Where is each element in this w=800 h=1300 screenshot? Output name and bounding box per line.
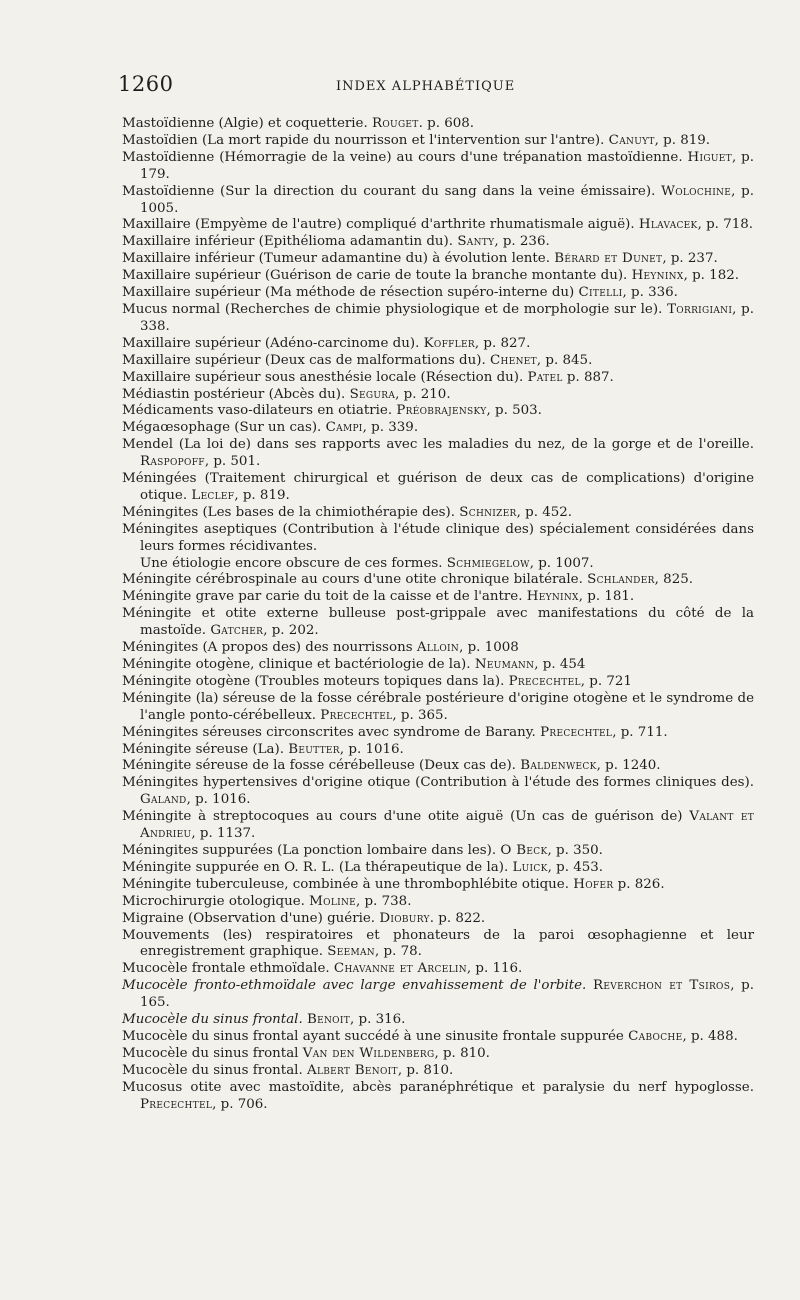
entry-page-ref: , p. 718. — [697, 217, 754, 233]
entry-author: Chavanne et Arcelin — [333, 961, 467, 977]
entry-author: Neumann — [474, 657, 535, 672]
entry-title: Méningites hypertensives d'origine otique (Contribution à l'étude des formes cliniques des). — [122, 775, 754, 791]
entry-page-ref: , p. 711. — [612, 724, 668, 740]
entry-title: Mucosus otite avec mastoïdite, abcès paranéphrétique et paralysie du nerf hypoglosse. — [122, 1079, 754, 1095]
entry-title: Maxillaire supérieur (Guérison de carie de toute la branche montante du). — [122, 268, 628, 284]
index-entry — [122, 877, 754, 894]
entry-author: Luick — [512, 859, 548, 875]
entry-author: Heyninx — [526, 589, 579, 605]
index-entry — [122, 742, 754, 759]
entry-author: Precechtel — [540, 724, 613, 740]
entry-title: Mouvements (les) respiratoires et phonateurs de la paroi œsophagienne et leur enregistrement graphique. — [122, 927, 754, 960]
entry-page-ref: , p. 819. — [654, 132, 711, 148]
entry-author: Precechtel — [508, 673, 581, 689]
entry-page-ref: , p. 1008 — [459, 640, 519, 656]
entry-page-ref: , p. 181. — [578, 589, 635, 605]
entry-title: Méningite tuberculeuse, combinée à une thrombophlébite otique. — [122, 876, 569, 892]
entry-author: Benoit — [306, 1012, 351, 1028]
entry-title: Méningées (Traitement chirurgical et guérison de deux cas de complications) d'origine otique. — [122, 471, 754, 503]
entry-title: Méningite séreuse de la fosse cérébelleuse (Deux cas de). — [122, 758, 516, 774]
entry-page-ref: , p. 210. — [395, 386, 451, 402]
entry-title: Mucocèle frontale ethmoïdale. — [122, 961, 330, 977]
entry-page-ref: , p. 1016. — [339, 741, 404, 757]
entry-page-ref: p. 826. — [613, 876, 665, 892]
entry-author: Gatcher — [210, 623, 264, 639]
entry-author: Schmiegelow — [446, 555, 530, 571]
entry-page-ref: , p. 488. — [682, 1028, 738, 1044]
entry-page-ref: , p. 738. — [356, 893, 412, 909]
index-entry — [122, 353, 754, 370]
index-entry — [122, 556, 754, 573]
index-entry — [122, 268, 754, 285]
index-entry — [122, 116, 754, 133]
index-entry — [122, 234, 754, 251]
index-entry — [122, 302, 754, 336]
index-entry — [122, 217, 754, 234]
entry-title: Maxillaire (Empyème de l'autre) compliqué d'arthrite rhumatismale aiguë). — [122, 217, 635, 233]
entry-author: Schlander — [587, 572, 655, 588]
entry-author: Préobrajensky — [396, 403, 487, 419]
entry-page-ref: , p. 338. — [140, 301, 754, 334]
entry-title: Mastoïdienne (Sur la direction du courant du sang dans la veine émissaire). — [122, 183, 656, 199]
entry-author: Precechtel — [320, 707, 393, 723]
entry-author: Canuyt — [608, 132, 655, 148]
index-entry — [122, 928, 754, 962]
entry-title: Mastoïdien (La mort rapide du nourrisson et l'intervention sur l'antre). — [122, 132, 605, 148]
entry-title: Méningites suppurées (La ponction lombaire dans les). — [122, 842, 497, 858]
entry-author: Leclef — [191, 487, 235, 503]
entry-author: Santy — [457, 234, 495, 250]
entry-page-ref: , p. 503. — [486, 403, 542, 419]
index-entry — [122, 251, 754, 268]
entry-author: Heyninx — [631, 268, 684, 284]
entry-page-ref: , p. 350. — [547, 842, 603, 858]
index-entry — [122, 387, 754, 404]
entry-title: Mendel (La loi de) dans ses rapports avec les maladies du nez, de la gorge et de l'oreille. — [122, 437, 754, 453]
entry-author: Schnizer — [459, 504, 517, 520]
index-entry — [122, 184, 754, 218]
index-entry — [122, 285, 754, 302]
entry-title: Mucocèle du sinus frontal — [122, 1045, 299, 1061]
entry-title: Méningites séreuses circonscrites avec syndrome de Barany. — [122, 724, 536, 740]
index-entry — [122, 843, 754, 860]
index-entry — [122, 691, 754, 725]
entry-title: Maxillaire supérieur (Adéno-carcinome du). — [122, 335, 420, 351]
entry-title: Méningites (Les bases de la chimiothérapie des). — [122, 504, 456, 520]
entry-author: Koffler — [423, 335, 475, 351]
entry-page-ref: , p. 810. — [397, 1062, 454, 1078]
entry-title: Méningite séreuse (La). — [122, 741, 284, 757]
entry-author: Van den Wildenberg — [302, 1045, 435, 1061]
entry-author: Beutter — [288, 741, 340, 757]
entry-title: Médiastin postérieur (Abcès du). — [122, 386, 346, 402]
index-entry — [122, 1029, 754, 1046]
entry-author: Torrigiani — [667, 301, 733, 317]
entry-page-ref: , p. 336. — [622, 285, 678, 301]
entry-author: Patel — [527, 369, 563, 385]
entry-author: Segura — [349, 386, 396, 402]
entry-title: Mastoïdienne (Algie) et coquetterie. — [122, 116, 368, 131]
index-entry — [122, 775, 754, 809]
entry-page-ref: , p. 78. — [374, 944, 422, 960]
entry-author: O Beck — [500, 842, 548, 858]
index-entry — [122, 657, 754, 674]
entry-title: Médicaments vaso-dilateurs en otiatrie. — [122, 403, 393, 419]
entry-page-ref: , p. 845. — [536, 352, 593, 368]
entry-title: Mastoïdienne (Hémorragie de la veine) au cours d'une trépanation mastoïdienne. — [122, 149, 683, 165]
entry-title: Maxillaire supérieur (Deux cas de malformations du). — [122, 352, 486, 368]
entry-page-ref: , p. 452. — [516, 504, 573, 520]
entry-author: Wolochine — [661, 183, 732, 199]
entry-author: Baldenweck — [520, 758, 597, 774]
index-entry — [122, 961, 754, 978]
entry-page-ref: , p. 1137. — [191, 826, 256, 842]
entry-author: Albert Benoit — [306, 1062, 398, 1078]
entry-page-ref: , p. 1240. — [596, 758, 661, 774]
entry-page-ref: , p. 316. — [350, 1012, 406, 1028]
entry-title: Mégaœsophage (Sur un cas). — [122, 420, 322, 436]
index-entry — [122, 420, 754, 437]
entry-page-ref: , p. 237. — [662, 251, 718, 267]
entry-page-ref: , p. 453. — [547, 859, 604, 875]
entry-title: Méningite otogène (Troubles moteurs topiques dans la). — [122, 673, 505, 689]
entry-page-ref: , p. 1007. — [529, 555, 594, 571]
index-entry — [122, 1012, 754, 1029]
index-entry — [122, 1080, 754, 1114]
entry-author: Chenet — [490, 352, 537, 368]
entry-page-ref: , p. 236. — [494, 234, 550, 250]
entry-author: Valant et Andrieu — [140, 809, 754, 842]
index-entry — [122, 505, 754, 522]
page-header — [118, 72, 758, 102]
index-entry — [122, 150, 754, 184]
index-entry — [122, 1063, 754, 1080]
index-entry — [122, 758, 754, 775]
entry-title: Mucocèle du sinus frontal. — [122, 1062, 303, 1078]
index-entry — [122, 725, 754, 742]
entry-author: Reverchon et Tsiros — [593, 978, 731, 994]
entry-title: Méningite cérébrospinale au cours d'une otite chronique bilatérale. — [122, 572, 583, 588]
index-entry — [122, 674, 754, 691]
entry-author: Campi — [325, 420, 363, 436]
entry-author: Hofer — [573, 876, 614, 892]
index-entry — [122, 894, 754, 911]
entry-page-ref: , p. 706. — [212, 1096, 268, 1112]
entry-page-ref: , p. 721 — [580, 673, 632, 689]
index-entry — [122, 437, 754, 471]
index-entry — [122, 809, 754, 843]
entry-author: Higuet — [687, 149, 732, 165]
entry-page-ref: , p. 1016. — [186, 792, 251, 808]
entry-page-ref: , p. 165. — [140, 978, 754, 1011]
entry-page-ref: p. 887. — [562, 369, 614, 385]
entry-title: Mucocèle fronto-ethmoïdale avec large envahissement de l'orbite. — [122, 978, 587, 994]
entry-page-ref: , p. 202. — [263, 623, 319, 639]
entry-author: Rouget — [372, 116, 419, 131]
entry-title: Mucus normal (Recherches de chimie physiologique et de morphologie sur le). — [122, 301, 663, 317]
entry-title: Mucocèle du sinus frontal ayant succédé à une sinusite frontale suppurée — [122, 1028, 624, 1044]
entry-title: Maxillaire inférieur (Epithélioma adamantin du). — [122, 234, 454, 250]
entry-title: Méningite et otite externe bulleuse post-grippale avec manifestations du côté de la mastoïde. — [122, 606, 754, 639]
index-entry — [122, 589, 754, 606]
index-entry — [122, 403, 754, 420]
index-entry — [122, 572, 754, 589]
entry-title: Méningite (la) séreuse de la fosse cérébrale postérieure d'origine otogène et le syndrome de l'angle ponto-cérébelleux. — [122, 690, 754, 723]
entry-author: Diobury — [379, 910, 430, 926]
page-number: 1260 — [118, 72, 174, 96]
entry-title: Maxillaire supérieur sous anesthésie locale (Résection du). — [122, 369, 524, 385]
index-entry — [122, 606, 754, 640]
entry-title: Méningites aseptiques (Contribution à l'étude clinique des) spécialement considérées dans leurs formes récidivantes. — [122, 521, 754, 554]
entry-title: Méningites (A propos des) des nourrissons — [122, 640, 413, 656]
entry-author: Seeman — [327, 944, 375, 960]
entry-author: Raspopoff — [140, 454, 205, 470]
entry-author: Bérard et Dunet — [554, 251, 663, 267]
entry-title: Méningite à streptocoques au cours d'une otite aiguë (Un cas de guérison de) — [122, 809, 683, 825]
index-entry — [122, 911, 754, 928]
index-entry — [122, 522, 754, 556]
entry-page-ref: , p. 454 — [534, 657, 586, 672]
entry-title: Méningite otogène, clinique et bactériologie de la). — [122, 657, 471, 672]
index-entry — [122, 978, 754, 1012]
index-entry — [122, 471, 754, 505]
index-entry — [122, 133, 754, 150]
entry-page-ref: , 825. — [654, 572, 693, 588]
entry-title: Une étiologie encore obscure de ces formes. — [140, 555, 443, 571]
entry-page-ref: , p. 1005. — [140, 183, 754, 216]
entry-page-ref: , p. 182. — [683, 268, 739, 284]
entry-page-ref: , p. 810. — [434, 1045, 490, 1061]
entry-page-ref: , p. 116. — [466, 961, 523, 977]
entry-author: Galand — [140, 792, 187, 808]
entry-title: Méningite suppurée en O. R. L. (La thérapeutique de la). — [122, 859, 509, 875]
entry-author: Precechtel — [140, 1096, 213, 1112]
entry-page-ref: . p. 608. — [418, 116, 475, 131]
entry-page-ref: . p. 822. — [429, 910, 486, 926]
entry-page-ref: , p. 819. — [234, 487, 290, 503]
entry-page-ref: , p. 339. — [362, 420, 419, 436]
index-entries — [122, 116, 754, 1113]
index-entry — [122, 640, 754, 657]
entry-author: Moline — [309, 893, 357, 909]
entry-page-ref: , p. 179. — [140, 149, 754, 182]
running-head: INDEX ALPHABÉTIQUE — [336, 79, 516, 94]
index-entry — [122, 370, 754, 387]
entry-page-ref: , p. 365. — [392, 707, 448, 723]
index-entry — [122, 336, 754, 353]
index-entry — [122, 1046, 754, 1063]
entry-title: Microchirurgie otologique. — [122, 893, 305, 909]
entry-author: Alloin — [416, 640, 460, 656]
entry-page-ref: , p. 827. — [474, 335, 531, 351]
entry-author: Caboche — [628, 1028, 683, 1044]
entry-author: Citelli — [578, 285, 623, 301]
index-entry — [122, 860, 754, 877]
entry-title: Maxillaire inférieur (Tumeur adamantine du) à évolution lente. — [122, 251, 550, 267]
entry-title: Méningite grave par carie du toit de la caisse et de l'antre. — [122, 589, 523, 605]
entry-title: Migraine (Observation d'une) guérie. — [122, 910, 376, 926]
entry-author: Hlavacek — [638, 217, 698, 233]
entry-title: Mucocèle du sinus frontal. — [122, 1012, 303, 1028]
entry-page-ref: , p. 501. — [204, 454, 261, 470]
entry-title: Maxillaire supérieur (Ma méthode de résection supéro-interne du) — [122, 285, 575, 301]
